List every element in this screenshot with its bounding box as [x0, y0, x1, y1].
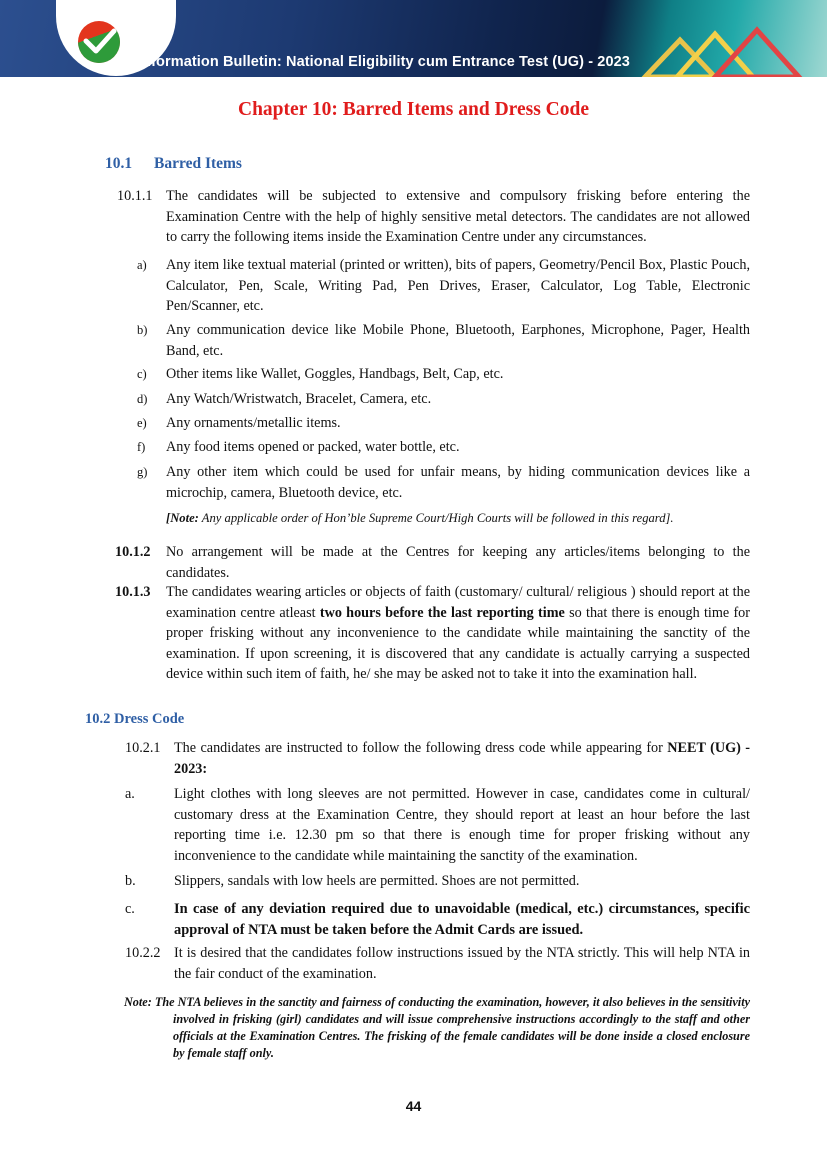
frisking-note: [124, 994, 750, 1062]
supreme-court-note: [166, 508, 756, 528]
list-item: Any ornaments/metallic items.: [166, 415, 341, 431]
diamond-decoration-icon: [605, 0, 827, 77]
frisking-note-text: Note: The NTA believes in the sanctity and fairness of conducting the examination, however, it also believes in the sensitivity involved in frisking (girl) candidates and will issue comprehensive instructions accordingly to the staff and other officials at the Examination Centres. The frisking of the female candidates will be done inside a closed enclosure by female staff only.: [124, 995, 750, 1060]
page-number: 44: [405, 1098, 422, 1114]
item-10-1-2-number: 10.1.2: [115, 544, 151, 560]
list-item: Any Watch/Wristwatch, Bracelet, Camera, etc.: [166, 391, 432, 407]
item-10-1-1-number: 10.1.1: [117, 188, 153, 204]
list-item-letter: a.: [125, 786, 135, 802]
list-item: Any communication device like Mobile Phone, Bluetooth, Earphones, Microphone, Pager, Health Band, etc.: [166, 322, 750, 359]
section-10-1-number: 10.1: [105, 155, 133, 172]
list-item: In case of any deviation required due to unavoidable (medical, etc.) circumstances, specific approval of NTA must be taken before the Admit Cards are issued.: [174, 901, 750, 938]
chapter-title: Chapter 10: Barred Items and Dress Code: [238, 99, 589, 120]
neet-ug-2023-emphasis: NEET (UG) - 2023:: [174, 740, 750, 777]
item-10-1-3-text-start: The candidates wearing articles or objects of faith (customary/ cultural/ religious ) should report at the examination centre atleast: [166, 584, 750, 621]
item-10-1-3-number: 10.1.3: [115, 584, 151, 600]
list-item: Any food items opened or packed, water bottle, etc.: [166, 439, 460, 455]
item-10-1-3-text: [166, 582, 750, 685]
item-10-2-2-number: 10.2.2: [125, 945, 161, 961]
reporting-time-emphasis: two hours before the last reporting time: [319, 604, 565, 621]
list-item: Slippers, sandals with low heels are permitted. Shoes are not permitted.: [174, 873, 580, 889]
bulletin-title: Information Bulletin: National Eligibility cum Entrance Test (UG) - 2023: [138, 54, 630, 70]
section-10-2-title: Dress Code: [114, 711, 185, 727]
list-item-letter: f): [137, 440, 146, 454]
item-10-2-1-number: 10.2.1: [125, 740, 161, 756]
list-item-letter: c): [137, 367, 147, 381]
list-item-letter: d): [137, 392, 148, 406]
item-10-2-1-text-start: The candidates are instructed to follow the following dress code while appearing for: [174, 740, 668, 756]
list-item-letter: a): [137, 258, 147, 272]
list-item-letter: b): [137, 323, 148, 337]
list-item: Any other item which could be used for unfair means, by hiding communication devices like a microchip, camera, Bluetooth device, etc.: [166, 464, 750, 501]
list-item-letter: e): [137, 416, 147, 430]
item-10-1-3-text-end: so that there is enough time for proper frisking without any inconvenience to the candidate while maintaining the sanctity of the examination. If upon screening, it is discovered that any candidate is actually carrying a suspected device within such item of faith, he/ she may be asked not to take it into the examination hall.: [166, 604, 750, 682]
list-item: Any item like textual material (printed or written), bits of papers, Geometry/Pencil Box, Plastic Pouch, Calculator, Pen, Scale, Writing Pad, Pen Drives, Eraser, Calculator, Log Table, Electronic Pen/Scanner, etc.: [166, 257, 750, 314]
header-banner: [0, 0, 827, 77]
item-10-1-1-text: The candidates will be subjected to extensive and compulsory frisking before entering the Examination Centre with the help of highly sensitive metal detectors. The candidates are not allowed to carry the following items inside the Examination Centre under any circumstances.: [166, 188, 750, 245]
list-item: Other items like Wallet, Goggles, Handbags, Belt, Cap, etc.: [166, 366, 504, 382]
item-10-2-1-text: [174, 738, 750, 779]
note-label: [Note:: [166, 511, 199, 525]
section-10-2-number: 10.2: [85, 711, 111, 727]
nta-logo-icon: [78, 21, 120, 63]
list-item: Light clothes with long sleeves are not permitted. However in case, candidates come in cultural/ customary dress at the Examination Centre, they should report at least an hour before the last reporting time i.e. 12.30 pm so that there is enough time for proper frisking without any inconvenience to the candidate while maintaining the sanctity of the examination.: [174, 786, 750, 864]
item-10-1-2-text: No arrangement will be made at the Centres for keeping any articles/items belonging to the candidates.: [166, 544, 750, 581]
item-10-2-2-text: It is desired that the candidates follow instructions issued by the NTA strictly. This will help NTA in the fair conduct of the examination.: [174, 945, 750, 982]
list-item-letter: c.: [125, 901, 135, 917]
list-item-letter: g): [137, 465, 148, 479]
list-item-letter: b.: [125, 873, 136, 889]
section-10-1-title: Barred Items: [154, 155, 242, 172]
note-text: Any applicable order of Hon’ble Supreme Court/High Courts will be followed in this regard].: [201, 511, 674, 525]
